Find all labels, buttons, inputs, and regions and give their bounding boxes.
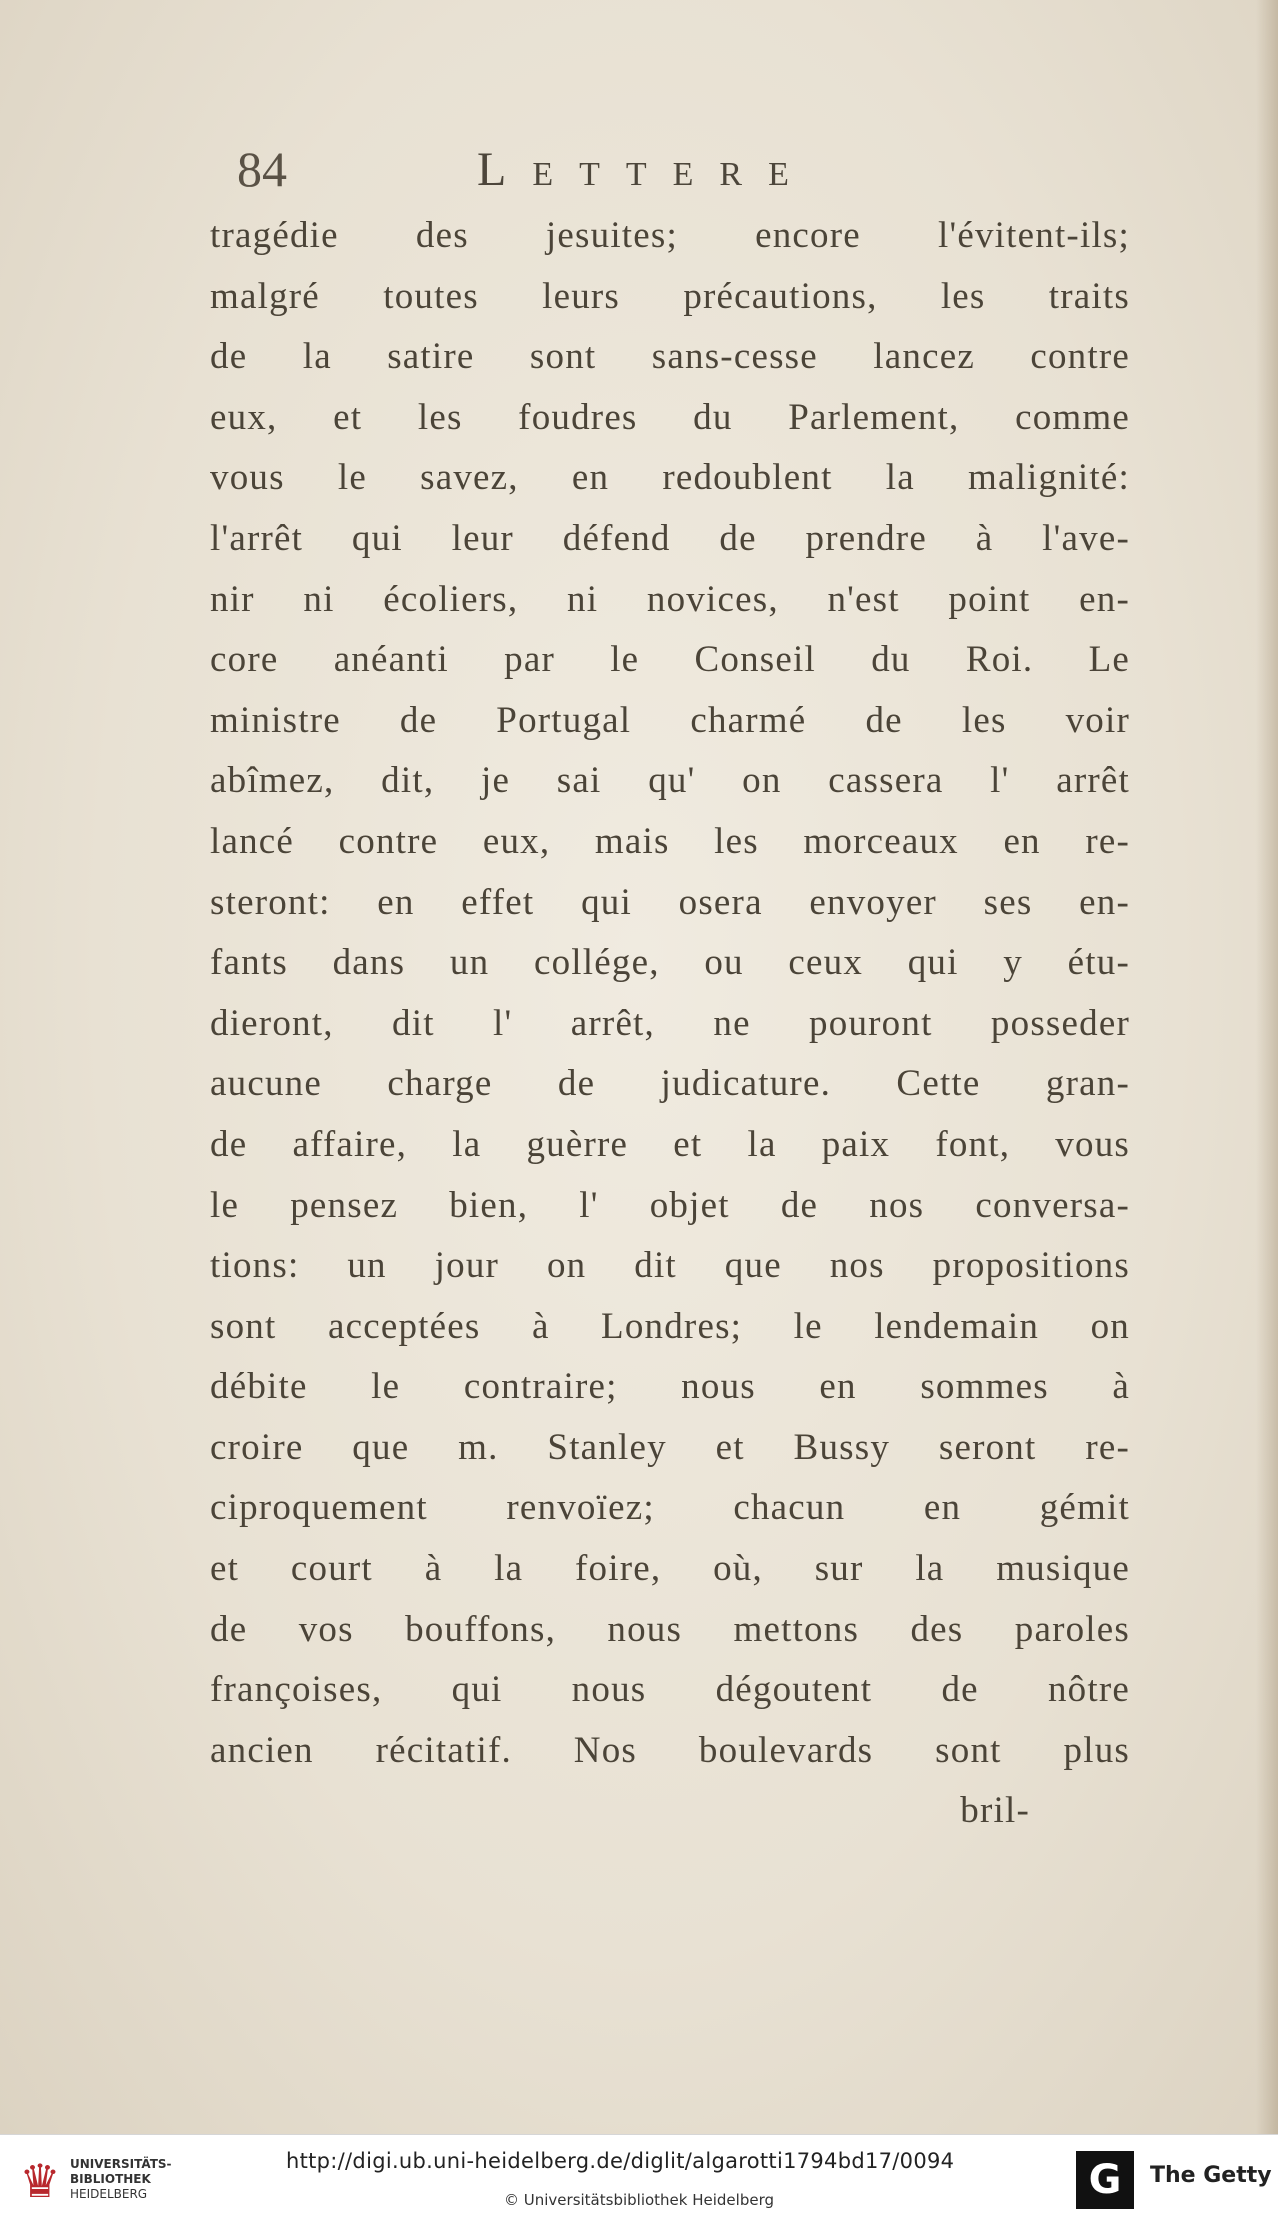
text-line: eux, et les foudres du Parlement, comme [210, 396, 1130, 438]
getty-logo[interactable] [1076, 2151, 1134, 2213]
text-line: nir ni écoliers, ni novices, n'est point en- [210, 578, 1130, 620]
text-line: ciproquement renvoïez; chacun en gémit [210, 1487, 1130, 1529]
text-line: le pensez bien, l' objet de nos conversa- [210, 1184, 1130, 1226]
university-name-line3: HEIDELBERG [70, 2187, 148, 2201]
text-line: vous le savez, en redoublent la malignité: [210, 457, 1130, 499]
text-line: malgré toutes leurs précautions, les traits [210, 275, 1130, 317]
text-line: dieront, dit l' arrêt, ne pouront posseder [210, 1002, 1130, 1044]
text-line: et court à la foire, où, sur la musique [210, 1548, 1130, 1590]
text-line: ministre de Portugal charmé de les voir [210, 699, 1130, 741]
text-line: croire que m. Stanley et Bussy seront re- [210, 1426, 1130, 1468]
text-line: débite le contraire; nous en sommes à [210, 1366, 1130, 1408]
text-line: de affaire, la guèrre et la paix font, vous [210, 1123, 1130, 1165]
text-line: aucune charge de judicature. Cette gran- [210, 1063, 1130, 1105]
text-line: abîmez, dit, je sai qu' on cassera l' arrêt [210, 760, 1130, 802]
text-line: tions: un jour on dit que nos propositions [210, 1245, 1130, 1287]
page-number: 84 [237, 141, 287, 197]
catchword: bril- [960, 1790, 1030, 1832]
getty-logo-icon: G [1076, 2151, 1134, 2209]
university-logo[interactable] [14, 2149, 172, 2213]
text-line: françoises, qui nous dégoutent de nôtre [210, 1669, 1130, 1711]
text-line: lancé contre eux, mais les morceaux en re- [210, 820, 1130, 862]
text-line: fants dans un collége, ou ceux qui y étu- [210, 942, 1130, 984]
text-line: sont acceptées à Londres; le lendemain on [210, 1305, 1130, 1347]
copyright-notice: © Universitätsbibliothek Heidelberg [504, 2191, 775, 2209]
university-seal-icon: ♛ [19, 2154, 61, 2208]
text-line: de vos bouffons, nous mettons des paroles [210, 1608, 1130, 1650]
text-line: core anéanti par le Conseil du Roi. Le [210, 639, 1130, 681]
text-line: de la satire sont sans-cesse lancez contre [210, 336, 1130, 378]
permalink-url[interactable]: http://digi.ub.uni-heidelberg.de/diglit/algarotti1794bd17/0094 [286, 2149, 955, 2173]
university-name-line2: BIBLIOTHEK [70, 2172, 151, 2186]
university-name-line1: UNIVERSITÄTS- [70, 2157, 172, 2171]
getty-name[interactable]: The Getty [1150, 2163, 1272, 2188]
page-edge-shadow [1256, 0, 1278, 2134]
text-line: steront: en effet qui osera envoyer ses en- [210, 881, 1130, 923]
page-header [227, 140, 1127, 200]
viewer-footer [0, 2134, 1278, 2227]
text-line: ancien récitatif. Nos boulevards sont plus [210, 1729, 1130, 1771]
university-name [70, 2157, 172, 2202]
body-text [210, 206, 1130, 1842]
running-head: Lettere [477, 143, 815, 196]
text-line: l'arrêt qui leur défend de prendre à l'ave- [210, 517, 1130, 559]
text-line: tragédie des jesuites; encore l'évitent-ils; [210, 215, 1130, 256]
